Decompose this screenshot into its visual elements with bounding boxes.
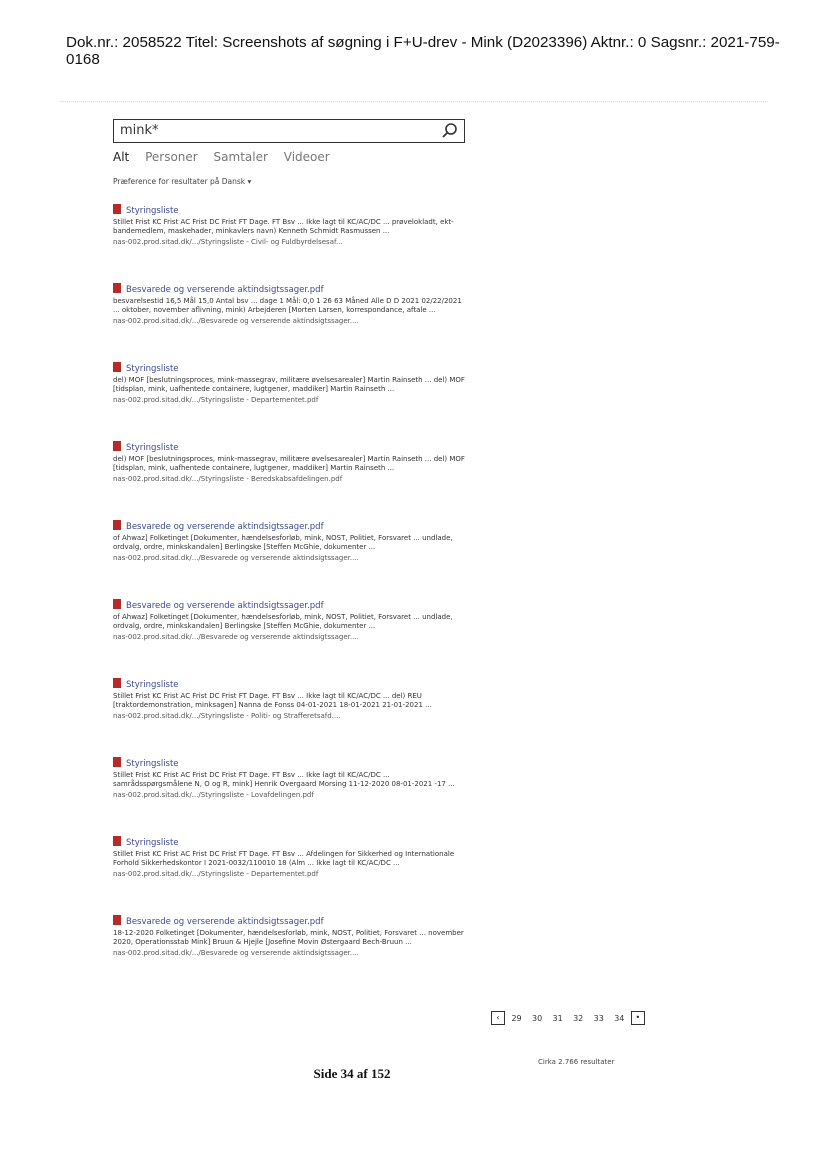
- result-url: nas-002.prod.sitad.dk/.../Styringsliste - Civil- og Fuldbyrdelsesaf...: [113, 238, 343, 246]
- result-snippet: Stillet Frist KC Frist AC Frist DC Frist FT Dage. FT Bsv ... Afdelingen for Sikkerhed og Internationale Forhold Sikkerhedskontor I 2021-0032/110010 18 (Alm ... Ikke lagt til KC/AC/DC ...: [113, 850, 455, 867]
- result-title[interactable]: Styringsliste: [126, 759, 179, 769]
- page-link-32[interactable]: 32: [573, 1013, 584, 1023]
- results-list: [113, 204, 465, 994]
- language-preference[interactable]: Præference for resultater på Dansk ▾: [113, 177, 252, 186]
- document-header: Dok.nr.: 2058522 Titel: Screenshots af søgning i F+U-drev - Mink (D2023396) Aktnr.: 0 Sagsnr.: 2021-759-0168: [66, 34, 780, 68]
- result-url: nas-002.prod.sitad.dk/.../Styringsliste - Departementet.pdf: [113, 870, 319, 878]
- pdf-icon: [113, 520, 121, 530]
- result-title[interactable]: Styringsliste: [126, 364, 179, 374]
- result-url: nas-002.prod.sitad.dk/.../Styringsliste - Departementet.pdf: [113, 396, 319, 404]
- result-url: nas-002.prod.sitad.dk/.../Besvarede og verserende aktindsigtssager....: [113, 949, 359, 957]
- result-snippet: Stillet Frist KC Frist AC Frist DC Frist FT Dage. FT Bsv ... Ikke lagt til KC/AC/DC ... del) REU [traktordemonstration, minksagen] Nanna de Fonss 04-01-2021 18-01-2021 21-01-2021 ...: [113, 692, 432, 709]
- result-item: [113, 520, 465, 599]
- result-url: nas-002.prod.sitad.dk/.../Styringsliste - Politi- og Strafferetsafd....: [113, 712, 341, 720]
- result-title[interactable]: Styringsliste: [126, 838, 179, 848]
- next-page-button[interactable]: •: [631, 1011, 645, 1025]
- page-link-33[interactable]: 33: [593, 1013, 604, 1023]
- result-item: [113, 283, 465, 362]
- result-item: [113, 836, 465, 915]
- result-title[interactable]: Besvarede og verserende aktindsigtssager.pdf: [126, 601, 324, 611]
- result-title[interactable]: Styringsliste: [126, 443, 179, 453]
- file-icon: [113, 836, 121, 846]
- result-snippet: besvarelsestid 16,5 Mål 15,0 Antal bsv ... dage 1 Mål: 0,0 1 26 63 Måned Alle D D 2021 02/22/2021 ... oktober, november aflivning, mink) Arbejderen [Morten Larsen, korrespondance, aftale ...: [113, 297, 462, 314]
- tab-people[interactable]: Personer: [145, 150, 198, 164]
- page-number: Side 34 af 152: [313, 1066, 391, 1081]
- result-url: nas-002.prod.sitad.dk/.../Besvarede og verserende aktindsigtssager....: [113, 317, 359, 325]
- result-snippet: del) MOF [beslutningsproces, mink-massegrav, militære øvelsesarealer] Martin Rainseth ... del) MOF [tidsplan, mink, uafhentede containere, lugtgener, maddiker] Martin Rainseth ...: [113, 455, 465, 472]
- result-snippet: Stillet Frist KC Frist AC Frist DC Frist FT Dage. FT Bsv ... Ikke lagt til KC/AC/DC ... samrådsspørgsmålene N, O og R, mink] Henrik Overgaard Morsing 11-12-2020 08-01-2021 -17 ...: [113, 771, 455, 788]
- result-title[interactable]: Styringsliste: [126, 680, 179, 690]
- tab-conversations[interactable]: Samtaler: [213, 150, 268, 164]
- pdf-icon: [113, 915, 121, 925]
- result-url: nas-002.prod.sitad.dk/.../Besvarede og verserende aktindsigtssager....: [113, 554, 359, 562]
- search-tabs: [113, 150, 342, 164]
- page-link-34[interactable]: 34: [614, 1013, 625, 1023]
- result-snippet: of Ahwaz] Folketinget [Dokumenter, hændelsesforløb, mink, NOST, Politiet, Forsvaret ... undlade, ordvalg, ordre, minkskandalen] Berlingske [Steffen McGhie, dokumenter ...: [113, 534, 453, 551]
- search-icon[interactable]: [440, 121, 460, 141]
- prev-page-button[interactable]: ‹: [491, 1011, 505, 1025]
- result-title[interactable]: Besvarede og verserende aktindsigtssager.pdf: [126, 917, 324, 927]
- result-title[interactable]: Besvarede og verserende aktindsigtssager.pdf: [126, 522, 324, 532]
- result-url: nas-002.prod.sitad.dk/.../Besvarede og verserende aktindsigtssager....: [113, 633, 359, 641]
- result-snippet: del) MOF [beslutningsproces, mink-massegrav, militære øvelsesarealer] Martin Rainseth ... del) MOF [tidsplan, mink, uafhentede containere, lugtgener, maddiker] Martin Rainseth ...: [113, 376, 465, 393]
- result-snippet: of Ahwaz] Folketinget [Dokumenter, hændelsesforløb, mink, NOST, Politiet, Forsvaret ... undlade, ordvalg, ordre, minkskandalen] Berlingske [Steffen McGhie, dokumenter ...: [113, 613, 453, 630]
- search-input[interactable]: mink*: [120, 123, 159, 138]
- pagination: [491, 1011, 645, 1025]
- tab-all[interactable]: Alt: [113, 150, 130, 164]
- search-box[interactable]: [113, 119, 465, 143]
- pdf-icon: [113, 599, 121, 609]
- pdf-icon: [113, 283, 121, 293]
- result-url: nas-002.prod.sitad.dk/.../Styringsliste - Beredskabsafdelingen.pdf: [113, 475, 343, 483]
- result-title[interactable]: Styringsliste: [126, 206, 179, 216]
- page-link-30[interactable]: 30: [532, 1013, 543, 1023]
- file-icon: [113, 204, 121, 214]
- file-icon: [113, 678, 121, 688]
- result-item: [113, 441, 465, 520]
- result-count: Cirka 2.766 resultater: [538, 1058, 615, 1066]
- result-snippet: 18-12-2020 Folketinget [Dokumenter, hændelsesforløb, mink, NOST, Politiet, Forsvaret ... november 2020, Operationsstab Mink] Bruun & Hjejle [Josefine Movin Østergaard Bech-Bruun ...: [113, 929, 464, 946]
- file-icon: [113, 362, 121, 372]
- result-item: [113, 204, 465, 283]
- tab-videos[interactable]: Videoer: [283, 150, 330, 164]
- result-title[interactable]: Besvarede og verserende aktindsigtssager.pdf: [126, 285, 324, 295]
- result-url: nas-002.prod.sitad.dk/.../Styringsliste - Lovafdelingen.pdf: [113, 791, 314, 799]
- file-icon: [113, 757, 121, 767]
- header-divider: [60, 101, 768, 102]
- page-link-29[interactable]: 29: [511, 1013, 522, 1023]
- result-item: [113, 599, 465, 678]
- result-item: [113, 678, 465, 757]
- page-link-31[interactable]: 31: [552, 1013, 563, 1023]
- result-item: [113, 757, 465, 836]
- result-item: [113, 915, 465, 994]
- result-item: [113, 362, 465, 441]
- result-snippet: Stillet Frist KC Frist AC Frist DC Frist FT Dage. FT Bsv ... Ikke lagt til KC/AC/DC ... prøvelokladt, ekt-bandemedlem, maskehader, minkavlers navn) Kenneth Schmidt Rasmussen ...: [113, 218, 454, 235]
- file-icon: [113, 441, 121, 451]
